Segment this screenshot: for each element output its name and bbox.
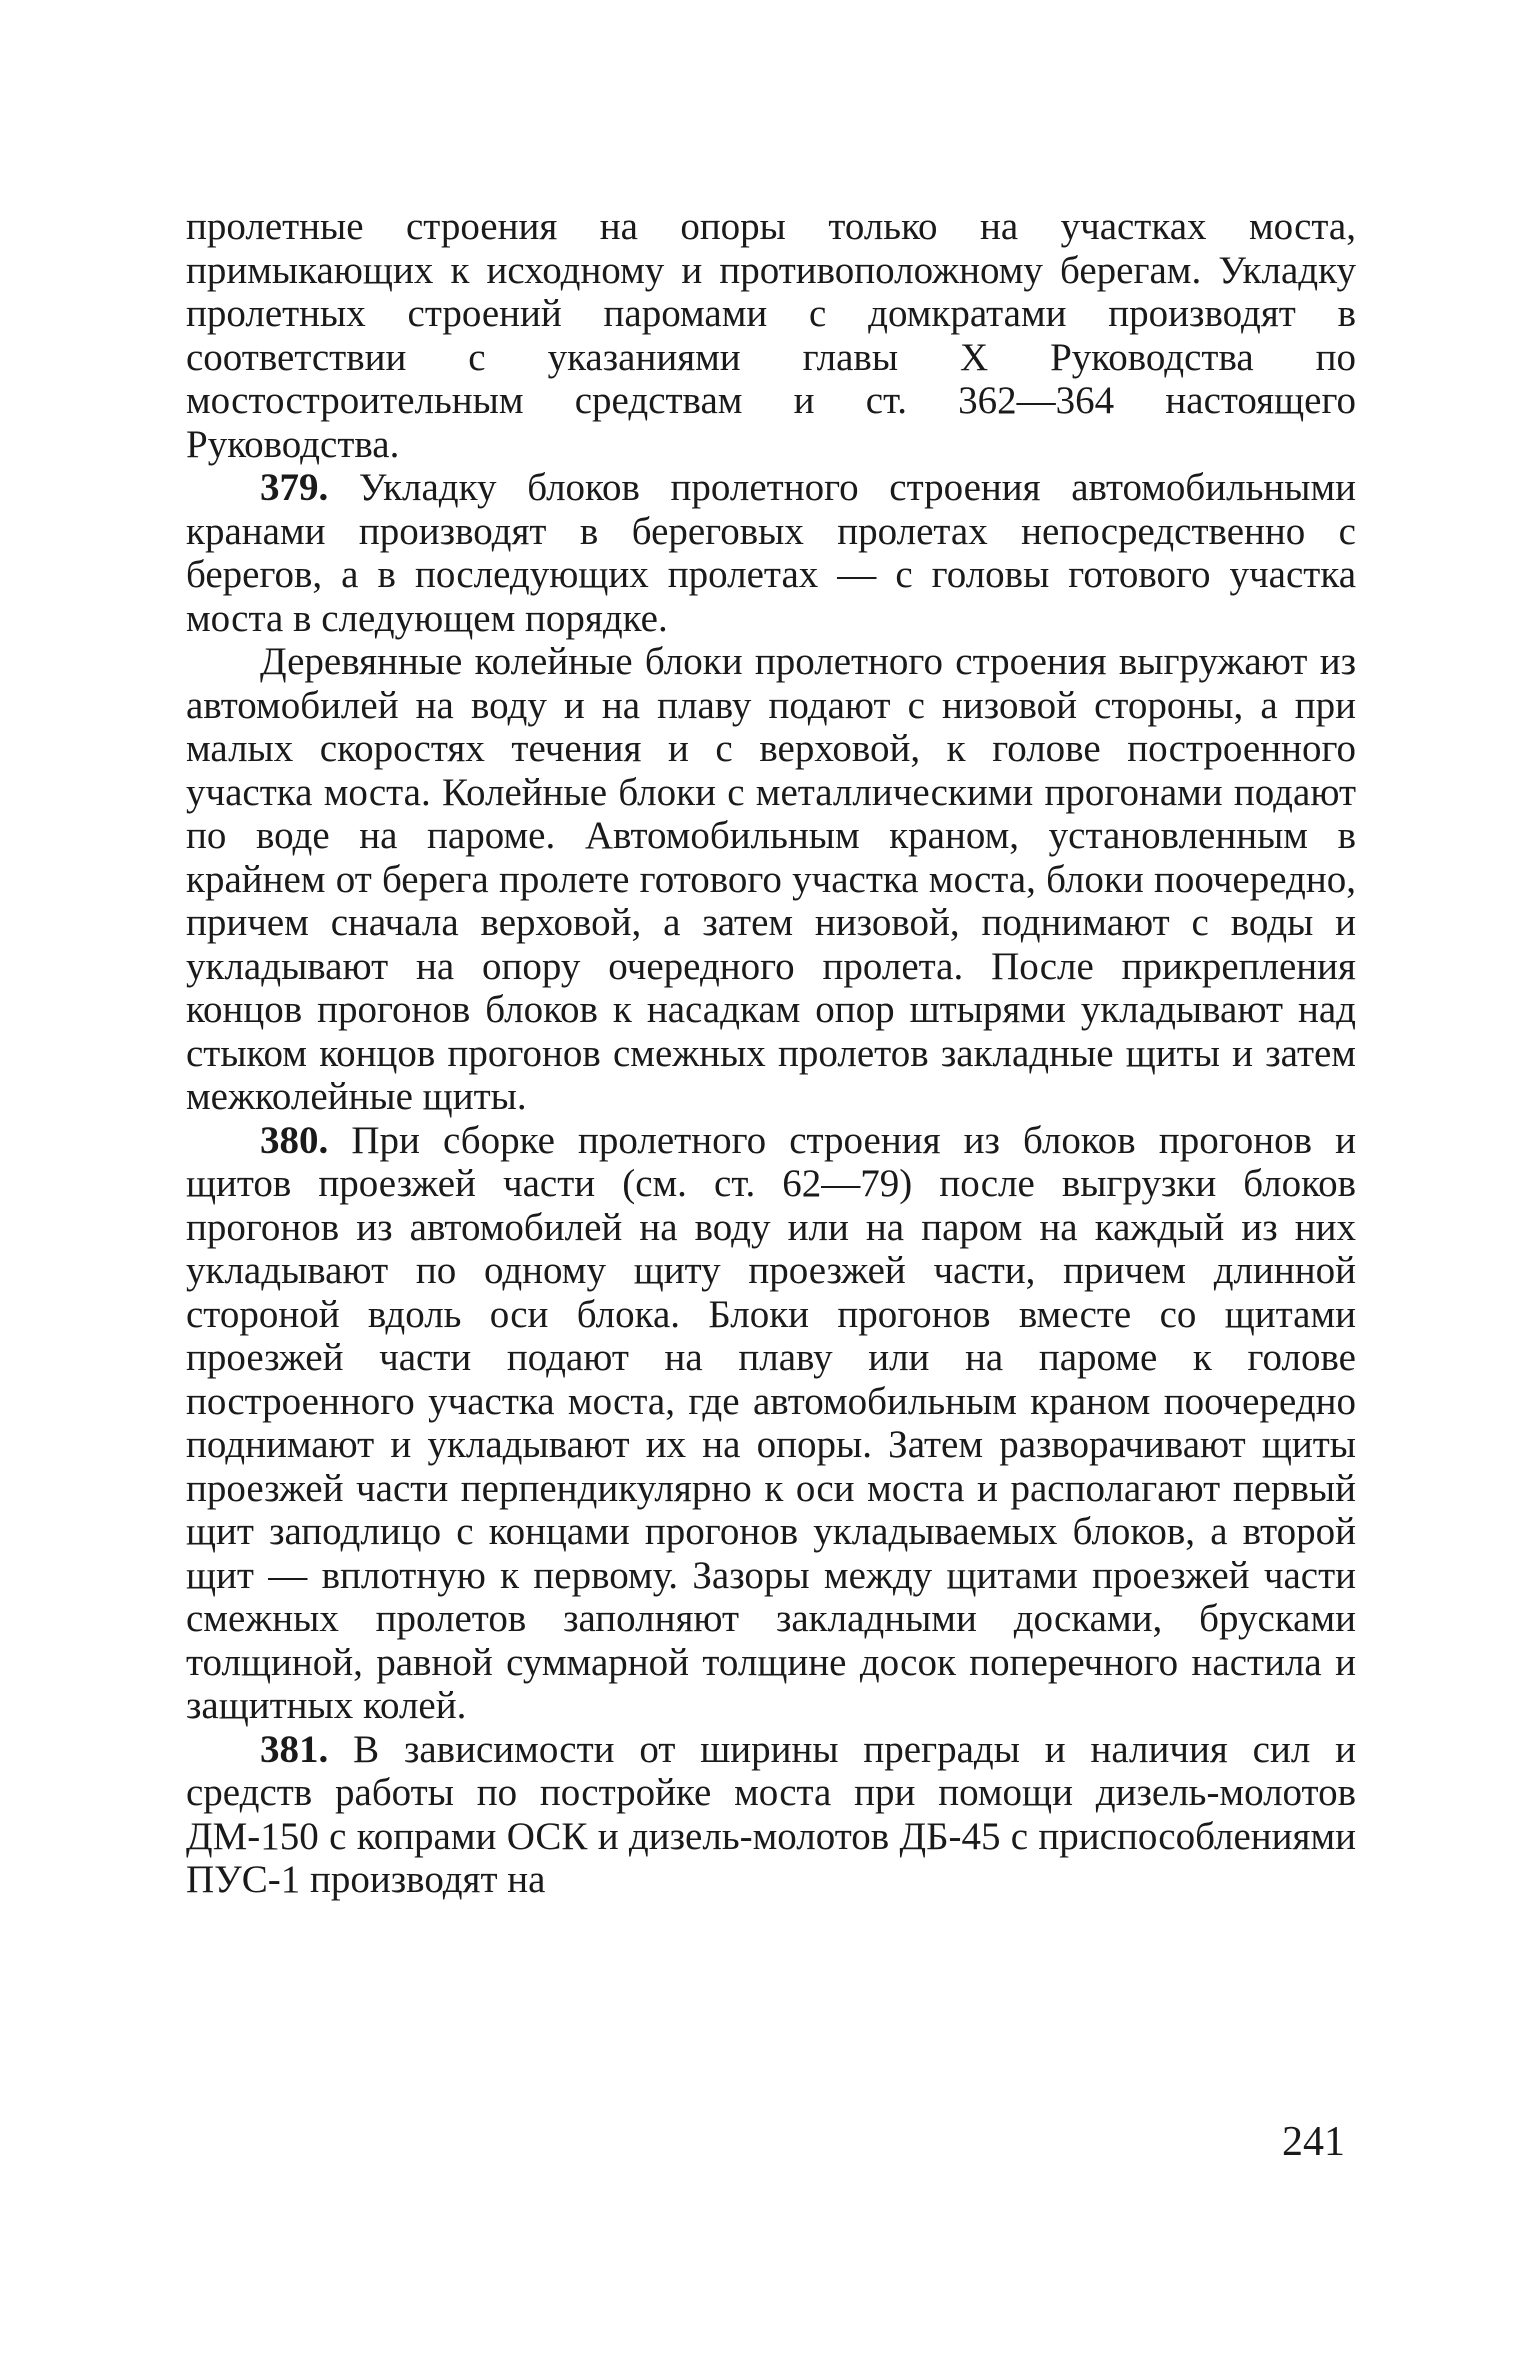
paragraph-number: 381. — [260, 1727, 329, 1771]
paragraph-379 — [186, 466, 1356, 640]
paragraph-continuation — [186, 205, 1356, 466]
paragraph-number: 379. — [260, 466, 329, 509]
paragraph-text: При сборке пролетного строения из блоков прогонов и щитов проезжей части (см. ст. 62—79) после выгрузки блоков прогонов из автомобилей на воду или на паром на каждый из них укладывают по одному щиту проезжей части, причем длинной стороной вдоль оси блока. Блоки прогонов вместе со щитами проезжей части подают на плаву или на пароме к голове построенного участка моста, где автомобильным краном поочередно поднимают и укладывают их на опоры. Затем разворачивают щиты проезжей части перпендикулярно к оси моста и располагают первый щит заподлицо с концами прогонов укладываемых блоков, а второй щит — вплотную к первому. Зазоры между щитами проезжей части смежных пролетов заполняют закладными досками, брусками толщиной, равной суммарной толщине досок поперечного настила и защитных колей. — [186, 1118, 1356, 1727]
paragraph-blocks — [186, 640, 1356, 1119]
page-number: 241 — [1282, 2119, 1345, 2165]
page-body — [186, 205, 1356, 1902]
paragraph-380 — [186, 1119, 1356, 1728]
paragraph-text: пролетные строения на опоры только на участках моста, примыкающих к исходному и противоположному берегам. Укладку пролетных строений паромами с домкратами производят в соответствии с указаниями главы X Руководства по мостостроительным средствам и ст. 362—364 настоящего Руководства. — [186, 205, 1356, 466]
paragraph-text: Укладку блоков пролетного строения автомобильными кранами производят в береговых пролетах непосредственно с берегов, а в последующих пролетах — с головы готового участка моста в следующем порядке. — [186, 466, 1357, 640]
paragraph-text: Деревянные колейные блоки пролетного строения выгружают из автомобилей на воду и на плаву подают с низовой стороны, а при малых скоростях течения и с верховой, к голове построенного участка моста. Колейные блоки с металлическими прогонами подают по воде на пароме. Автомобильным краном, установленным в крайнем от берега пролете готового участка моста, блоки поочередно, причем сначала верховой, а затем низовой, поднимают с воды и укладывают на опору очередного пролета. После прикрепления концов прогонов блоков к насадкам опор штырями укладывают над стыком концов прогонов смежных пролетов закладные щиты и затем межколейные щиты. — [186, 640, 1356, 1118]
paragraph-381 — [186, 1728, 1356, 1902]
paragraph-number: 380. — [260, 1118, 329, 1162]
paragraph-text: В зависимости от ширины преграды и наличия сил и средств работы по постройке моста при помощи дизель-молотов ДМ-150 с копрами ОСК и дизель-молотов ДБ-45 с приспособлениями ПУС-1 производят на — [186, 1727, 1356, 1901]
